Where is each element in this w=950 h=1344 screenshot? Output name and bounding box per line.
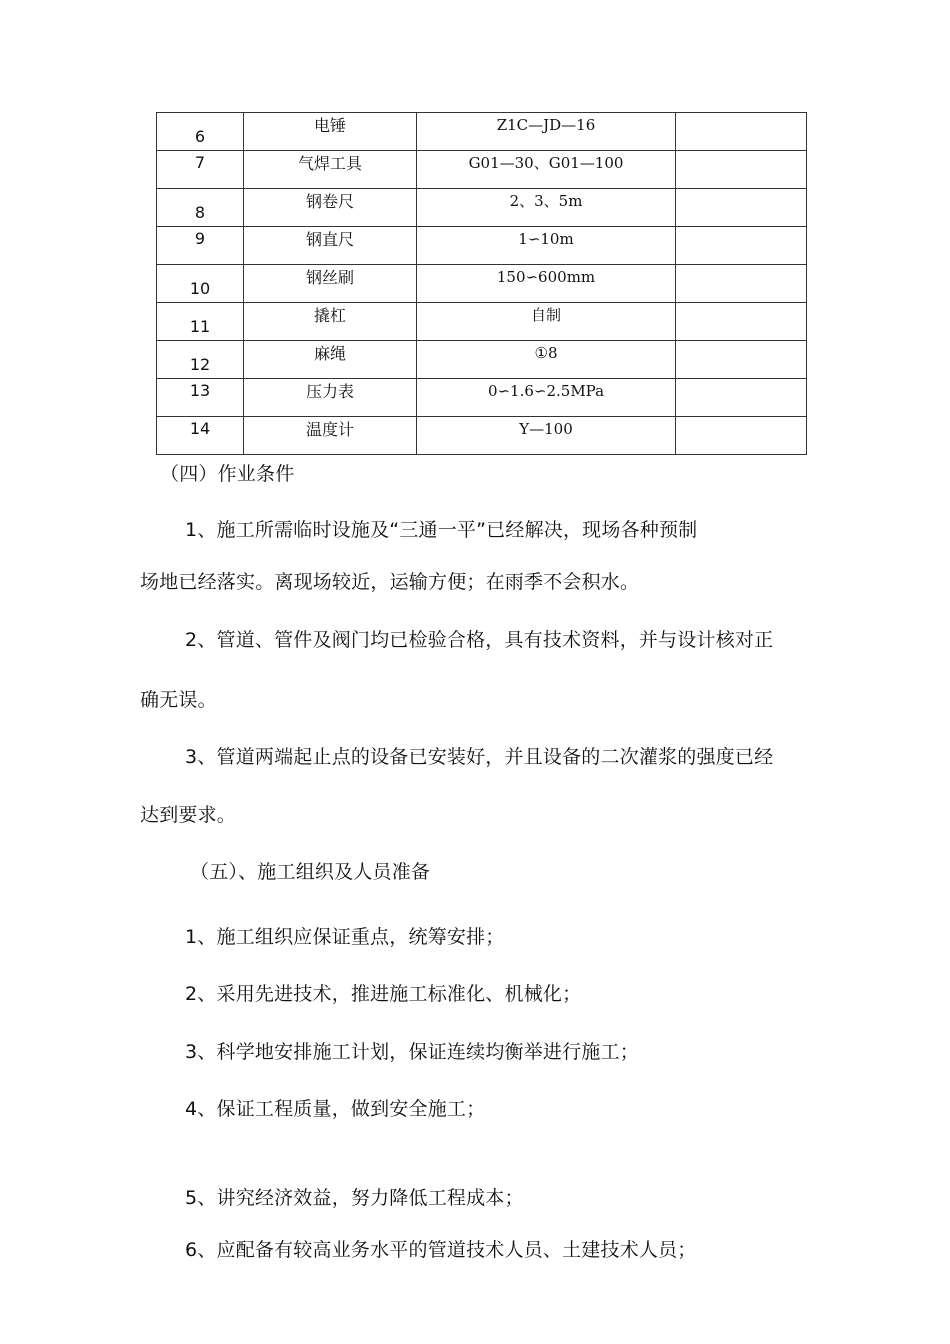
tool-spec: [417, 151, 676, 189]
tool-spec: [417, 113, 676, 151]
tool-name-text: 压力表: [305, 382, 354, 401]
tool-name-text: 钢卷尺: [305, 192, 354, 211]
table-row: [157, 417, 807, 455]
tool-spec: [417, 417, 676, 455]
tool-spec-text: 0∽1.6∽2.5MPa: [487, 381, 605, 400]
tool-name: [244, 151, 417, 189]
tool-spec-text: 自制: [530, 306, 561, 324]
tool-spec-text: Z1C—JD—16: [496, 115, 596, 134]
row-number-text: 7: [194, 153, 206, 172]
section4-item1-line2: 场地已经落实。离现场较近，运输方便；在雨季不会积水。: [140, 571, 640, 593]
row-number-text: 11: [189, 317, 211, 336]
table-row: [157, 303, 807, 341]
tool-spec: [417, 189, 676, 227]
tool-spec-text: ①8: [534, 343, 558, 362]
tool-note: [676, 265, 807, 303]
tool-spec: [417, 341, 676, 379]
section5-item: 1、施工组织应保证重点，统筹安排；: [185, 926, 505, 948]
section5-heading: （五）、施工组织及人员准备: [190, 861, 431, 883]
table-row: [157, 113, 807, 151]
row-number-text: 14: [189, 419, 211, 438]
row-number: [157, 341, 244, 379]
tool-name: [244, 303, 417, 341]
table-row: [157, 265, 807, 303]
tool-note: [676, 227, 807, 265]
tool-name-text: 气焊工具: [297, 154, 362, 173]
section4-heading: （四）作业条件: [160, 463, 295, 485]
section5-item: 6、应配备有较高业务水平的管道技术人员、土建技术人员；: [185, 1239, 697, 1261]
tool-name-text: 温度计: [305, 420, 354, 439]
section4-item3-line1: 3、管道两端起止点的设备已安装好，并且设备的二次灌浆的强度已经: [185, 746, 774, 768]
tool-name: [244, 341, 417, 379]
tool-name: [244, 379, 417, 417]
tool-spec: [417, 227, 676, 265]
tool-name: [244, 265, 417, 303]
section4-item3-line2: 达到要求。: [140, 804, 237, 826]
tool-name-text: 钢直尺: [305, 230, 354, 249]
tool-spec-text: 150∽600mm: [496, 267, 596, 286]
row-number: [157, 113, 244, 151]
tool-name-text: 麻绳: [313, 344, 346, 363]
tool-name: [244, 417, 417, 455]
tool-note: [676, 113, 807, 151]
table-row: [157, 227, 807, 265]
tool-note: [676, 341, 807, 379]
row-number: [157, 417, 244, 455]
row-number-text: 13: [189, 381, 211, 400]
tool-spec: [417, 265, 676, 303]
section5-item: 5、讲究经济效益，努力降低工程成本；: [185, 1187, 524, 1209]
row-number-text: 6: [194, 127, 206, 146]
tool-name-text: 电锤: [313, 116, 346, 135]
tool-spec: [417, 303, 676, 341]
tool-name-text: 撬杠: [313, 306, 346, 325]
row-number: [157, 189, 244, 227]
table-row: [157, 379, 807, 417]
section5-item: 3、科学地安排施工计划，保证连续均衡举进行施工；: [185, 1041, 639, 1063]
row-number-text: 12: [189, 355, 211, 374]
tool-name: [244, 227, 417, 265]
row-number: [157, 379, 244, 417]
tools-table: [156, 112, 807, 455]
tool-spec-text: 2、3、5m: [509, 192, 583, 210]
row-number: [157, 151, 244, 189]
tool-name-text: 钢丝刷: [305, 268, 354, 287]
table-row: [157, 341, 807, 379]
tool-name: [244, 189, 417, 227]
tool-note: [676, 379, 807, 417]
section4-item1-line1: 1、施工所需临时设施及“三通一平”已经解决，现场各种预制: [185, 519, 698, 541]
row-number-text: 9: [194, 229, 206, 248]
table-row: [157, 151, 807, 189]
row-number: [157, 265, 244, 303]
tool-spec: [417, 379, 676, 417]
tool-name: [244, 113, 417, 151]
row-number: [157, 227, 244, 265]
row-number-text: 8: [194, 203, 206, 222]
tool-spec-text: Y—100: [519, 419, 573, 438]
section5-item: 2、采用先进技术，推进施工标准化、机械化；: [185, 983, 582, 1005]
tool-note: [676, 303, 807, 341]
tool-spec-text: G01—30、G01—100: [468, 154, 624, 172]
section4-item2-line1: 2、管道、管件及阀门均已检验合格，具有技术资料，并与设计核对正: [185, 629, 774, 651]
section4-item2-line2: 确无误。: [140, 689, 217, 711]
tool-note: [676, 151, 807, 189]
tool-note: [676, 417, 807, 455]
tool-note: [676, 189, 807, 227]
section5-item: 4、保证工程质量，做到安全施工；: [185, 1098, 486, 1120]
tool-spec-text: 1∽10m: [518, 229, 574, 248]
row-number: [157, 303, 244, 341]
table-row: [157, 189, 807, 227]
row-number-text: 10: [189, 279, 211, 298]
